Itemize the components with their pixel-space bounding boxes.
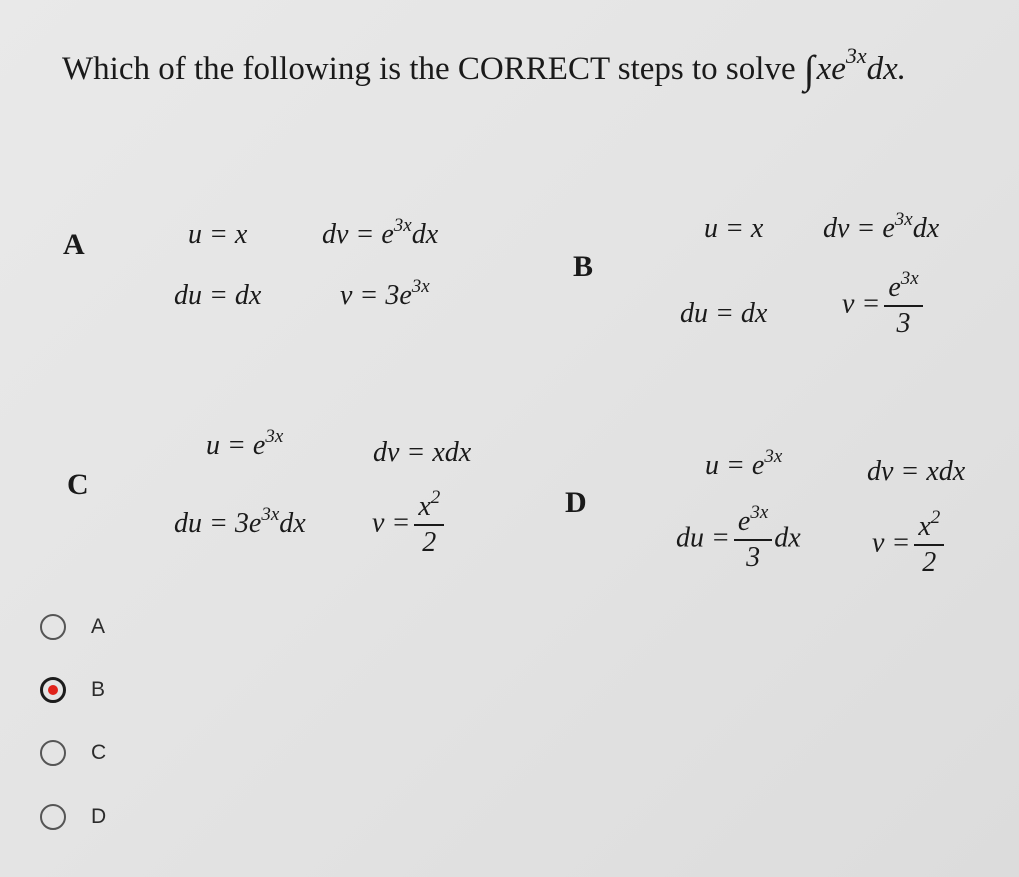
choice-a[interactable] bbox=[40, 611, 105, 643]
option-a-v: $v = 3e^{3x}$ bbox=[340, 276, 430, 311]
radio-d-icon[interactable] bbox=[40, 804, 66, 830]
option-b-letter: B bbox=[573, 250, 594, 283]
choice-c[interactable] bbox=[40, 737, 106, 769]
option-c-du: du = $3e^{3x}dx$ bbox=[174, 504, 306, 539]
question-integral: $\int xe^{3x}dx$. bbox=[803, 43, 907, 92]
option-b-v: v = $\frac{e^{3x}}{3}$ bbox=[842, 271, 925, 341]
radio-c-icon[interactable] bbox=[40, 740, 66, 766]
option-c-v: v = $\frac{x^2}{2}$ bbox=[372, 490, 446, 560]
choice-a-label[interactable]: A bbox=[91, 615, 106, 638]
choice-b[interactable] bbox=[40, 674, 105, 706]
option-a-du: du = dx bbox=[174, 280, 262, 311]
option-b-dv: dv = $e^{3x}dx$ bbox=[823, 209, 940, 244]
choice-b-label[interactable]: B bbox=[91, 678, 106, 701]
option-b-du: du = dx bbox=[680, 298, 768, 329]
option-a-u: u = x bbox=[188, 219, 248, 250]
option-d-u: $u = e^{3x}$ bbox=[705, 446, 783, 481]
choice-d[interactable] bbox=[40, 801, 106, 833]
option-b-u: u = x bbox=[704, 213, 764, 244]
question-text bbox=[62, 38, 906, 91]
question-prompt: Which of the following is the CORRECT steps to solve bbox=[62, 51, 796, 87]
option-a-letter: A bbox=[63, 228, 85, 261]
option-d-dv: dv = xdx bbox=[867, 456, 966, 487]
option-c-u: $u = e^{3x}$ bbox=[206, 426, 284, 461]
choice-d-label[interactable]: D bbox=[91, 805, 107, 828]
radio-a-icon[interactable] bbox=[40, 614, 66, 640]
option-c-dv: dv = xdx bbox=[373, 437, 472, 468]
option-d-du: du = $\frac{e^{3x}}{3}$ dx bbox=[676, 502, 801, 573]
option-d-letter: D bbox=[565, 486, 587, 519]
radio-b-selected-icon[interactable] bbox=[40, 677, 66, 703]
option-d-v: v = $\frac{x^2}{2}$ bbox=[872, 510, 946, 580]
option-c-letter: C bbox=[67, 468, 89, 501]
choice-c-label[interactable]: C bbox=[91, 741, 107, 764]
option-a-dv: dv = $e^{3x}dx$ bbox=[322, 215, 439, 250]
